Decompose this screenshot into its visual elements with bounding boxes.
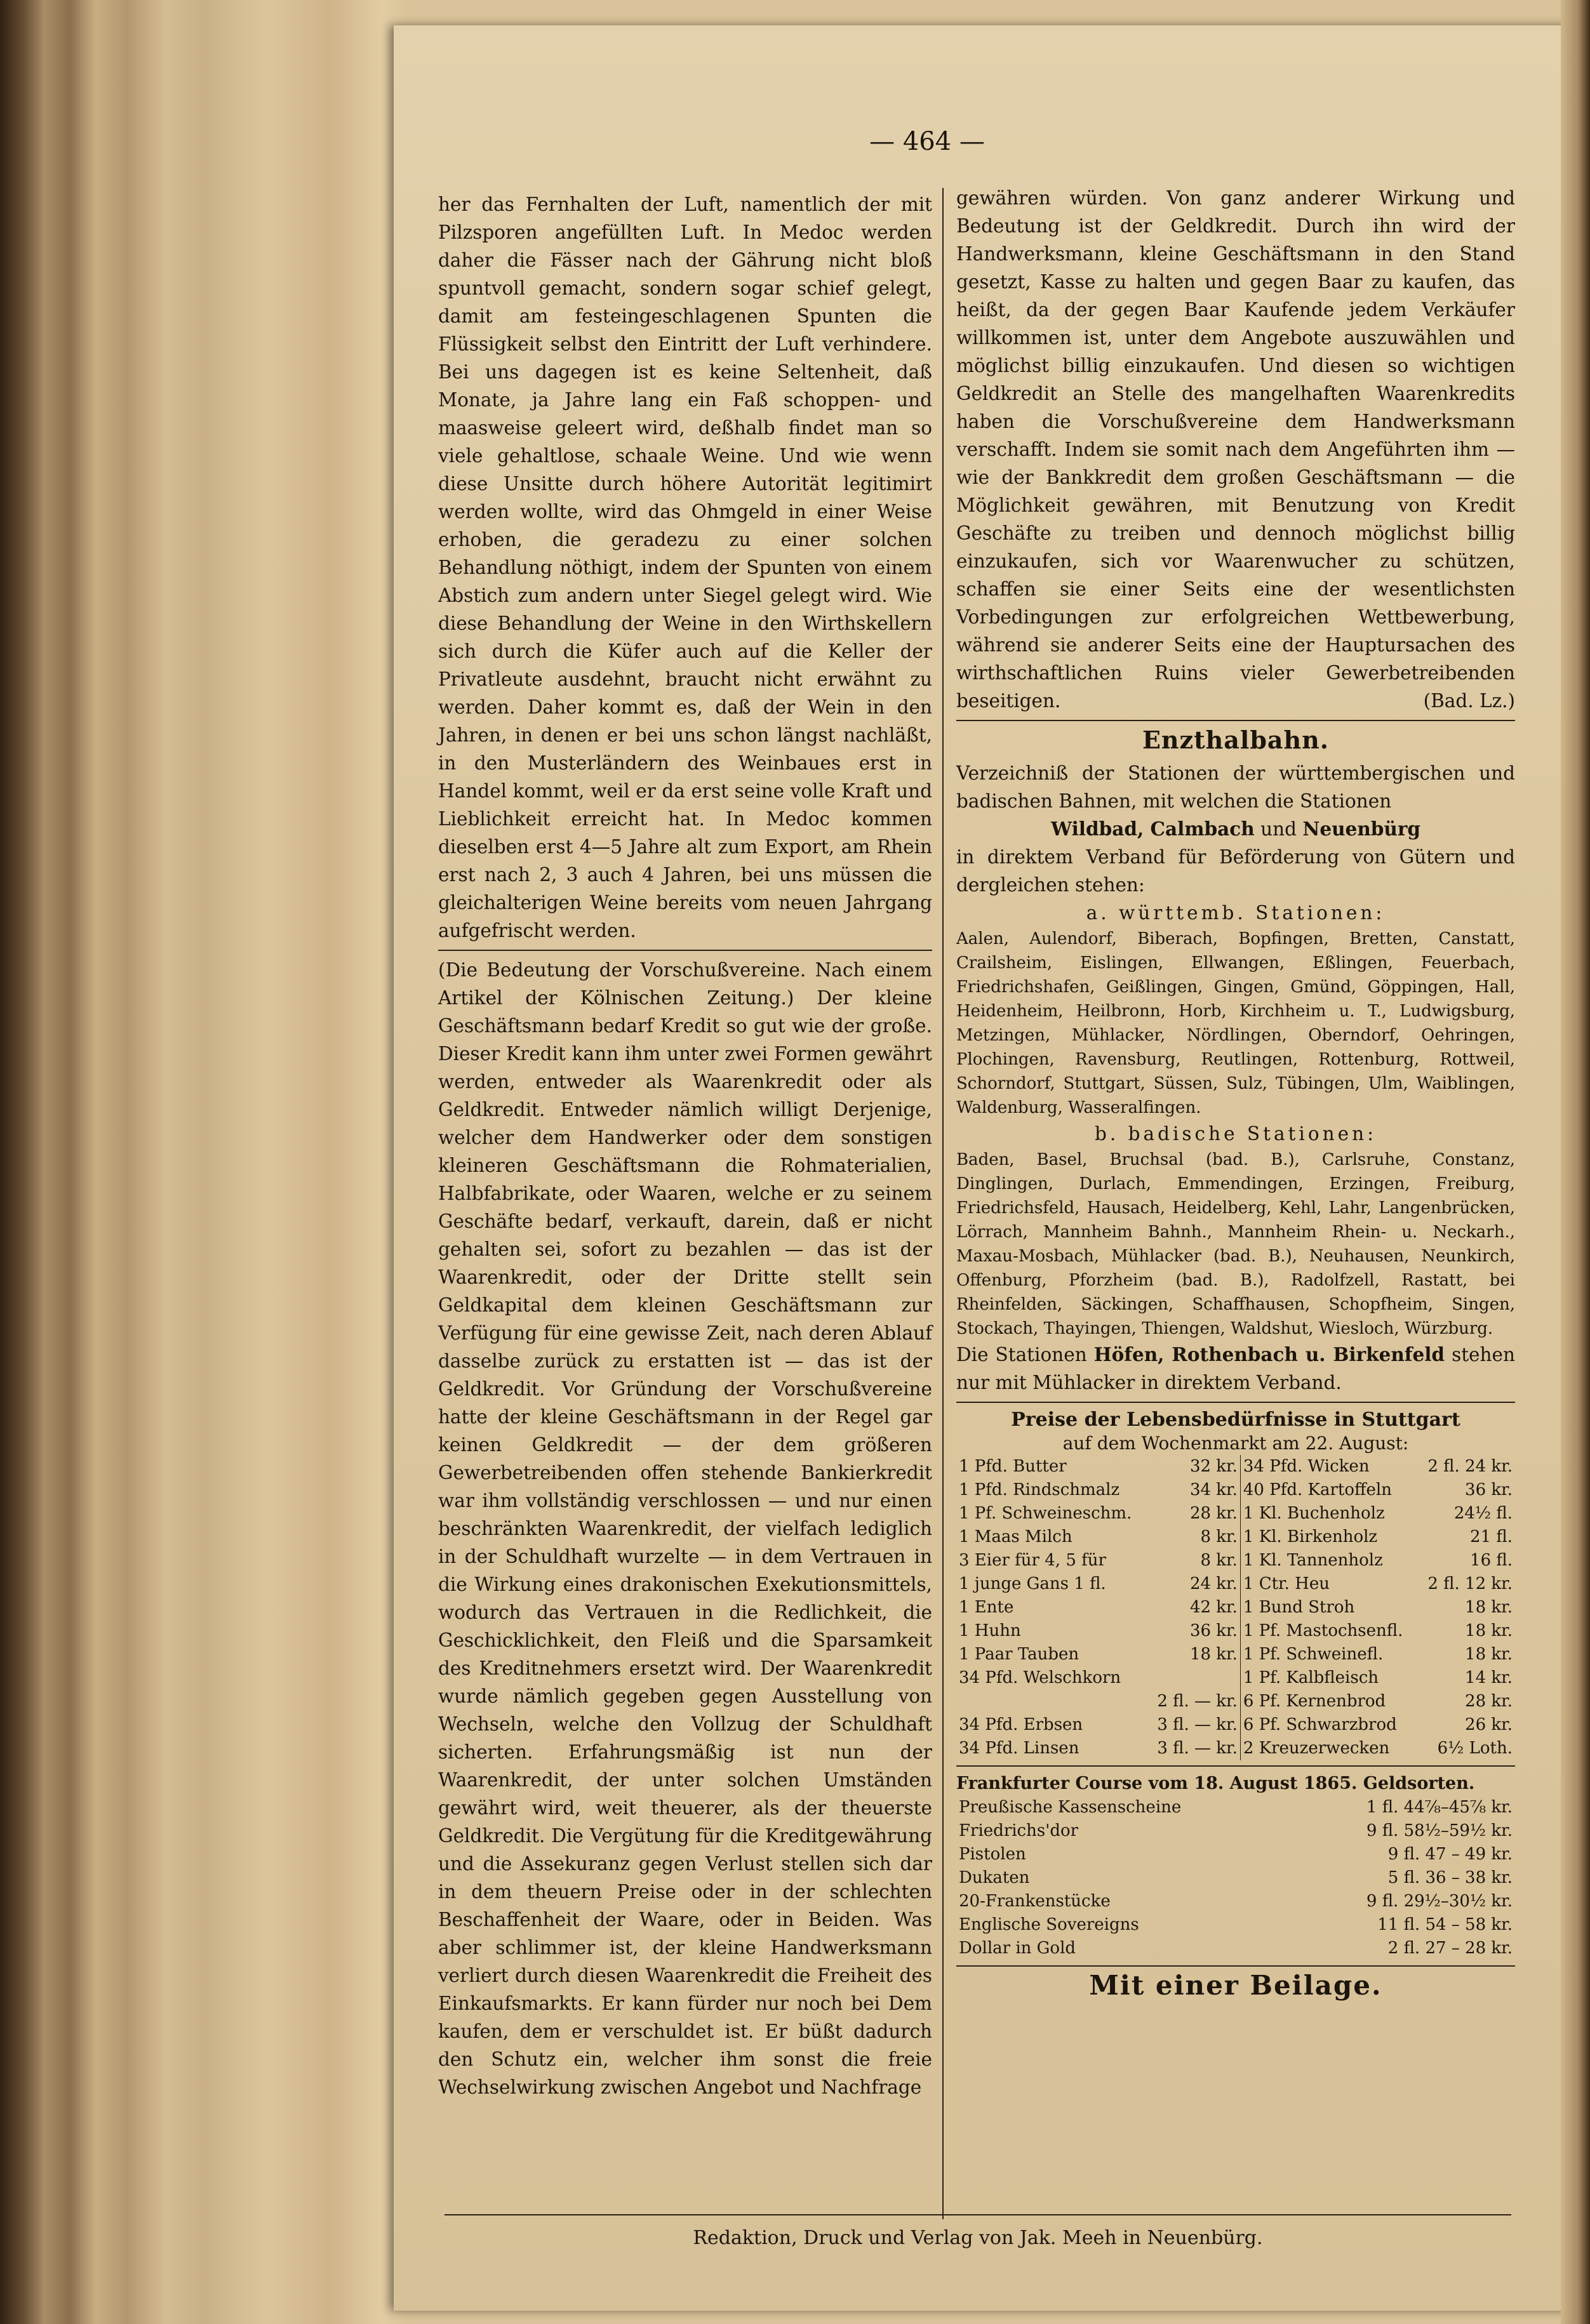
- enz-intro-2: in direktem Verband für Beförderung von Gütern und dergleichen stehen:: [956, 846, 1515, 896]
- price-value: 24½ fl.: [1453, 1504, 1513, 1523]
- baden-heading: b. badische Stationen:: [1094, 1123, 1377, 1145]
- price-row: [956, 1666, 1515, 1690]
- baden-station-list: Baden, Basel, Bruchsal (bad. B.), Carlsruhe, Constanz, Dinglingen, Durlach, Emmendingen, Erzingen, Freiburg, Friedrichsfeld, Hausach, Heidelberg, Kehl, Lahr, Langenbrücken, Lörrach, Mannheim Bahnh., Mannheim Rhein- u. Neckarh., Maxau-Mosbach, Mühlacker (bad. B.), Neuhausen, Neunkirch, Offenburg, Pforzheim (bad. B.), Radolfzell, Rastatt, bei Rheinfelden, Säckingen, Schaffhausen, Schopfheim, Singen, Stockach, Thayingen, Thiengen, Waldshut, Wiesloch, Würzburg.: [956, 1150, 1515, 1338]
- price-value: 3 fl. — kr.: [1157, 1739, 1238, 1758]
- price-value: 3 fl. — kr.: [1157, 1715, 1238, 1734]
- coin-name: Pistolen: [959, 1845, 1026, 1864]
- price-value: 14 kr.: [1465, 1668, 1513, 1687]
- enz-stations: Wildbad, Calmbach und Neuenbürg: [1050, 818, 1421, 840]
- price-item: 1 junge Gans 1 fl.: [959, 1574, 1106, 1593]
- price-value: 32 kr.: [1189, 1457, 1238, 1476]
- enzthalbahn-heading: Enzthalbahn.: [1142, 726, 1330, 754]
- price-item: 1 Ctr. Heu: [1240, 1572, 1418, 1596]
- price-row: [956, 1502, 1515, 1525]
- column-divider: [942, 188, 944, 2219]
- price-value: 36 kr.: [1465, 1480, 1513, 1499]
- price-item: 34 Pfd. Erbsen: [959, 1715, 1083, 1734]
- price-item: 1 Kl. Birkenholz: [1240, 1525, 1418, 1549]
- source-attribution: (Bad. Lz.): [1423, 690, 1515, 712]
- coin-rate: 9 fl. 58½–59½ kr.: [1366, 1821, 1513, 1840]
- price-item: 1 Huhn: [959, 1621, 1021, 1640]
- wuerttemberg-station-list: Aalen, Aulendorf, Biberach, Bopfingen, Bretten, Canstatt, Crailsheim, Eislingen, Ellwangen, Eßlingen, Feuerbach, Friedrichshafen, Geißlingen, Gingen, Gmünd, Göppingen, Hall, Heidenheim, Heilbronn, Horb, Kirchheim u. T., Ludwigsburg, Metzingen, Mühlacker, Nördlingen, Oberndorf, Oehringen, Plochingen, Ravensburg, Reutlingen, Rottenburg, Rottweil, Schorndorf, Stuttgart, Süssen, Sulz, Tübingen, Ulm, Waiblingen, Waldenburg, Wasseralfingen.: [956, 929, 1515, 1117]
- price-item: 6 Pf. Schwarzbrod: [1240, 1713, 1418, 1737]
- price-item: 1 Maas Milch: [959, 1527, 1072, 1546]
- price-row: [956, 1737, 1515, 1760]
- vorschussvereine-article-text: (Die Bedeutung der Vorschußvereine. Nach einem Artikel der Kölnischen Zeitung.) Der kleine Geschäftsmann bedarf Kredit so gut wie der große. Dieser Kredit kann ihm unter zwei Formen gewährt werden, entweder als Waarenkredit oder als Geldkredit. Entweder nämlich willigt Derjenige, welcher dem Handwerker oder dem sonstigen kleineren Geschäftsmann die Rohmaterialien, Halbfabrikate, oder Waaren, welche er zu seinem Geschäfte bedarf, verkauft, darein, daß er nicht gehalten sei, sofort zu bezahlen — das ist der Waarenkredit, oder der Dritte stellt sein Geldkapital dem kleinen Geschäftsmann zur Verfügung für eine gewisse Zeit, nach deren Ablauf dasselbe zurück zu erstatten ist — das ist der Geldkredit. Vor Gründung der Vorschußvereine hatte der kleine Geschäftsmann in der Regel gar keinen Geldkredit — der dem größeren Gewerbetreibenden offen stehende Bankierkredit war ihm vollständig verschlossen — und nur einen beschränkten Waarenkredit, der vielfach lediglich in der Schuldhaft wurzelte — in dem Vertrauen in die Wirkung eines drakonischen Exekutionsmittels, wodurch das Vertrauen in die Redlichkeit, die Geschicklichkeit, den Fleiß und die Sparsamkeit des Kreditnehmers ersetzt wird. Der Waarenkredit wurde nämlich gegeben gegen Ausstellung von Wechseln, welche den Vollzug der Schuldhaft sicherten. Erfahrungsmäßig ist nun der Waarenkredit, der unter solchen Umständen gewährt wird, weit theuerer, als der theuerste Geldkredit. Die Vergütung für die Kreditgewährung und die Assekuranz gegen Verlust stellen sich dar in dem theuern Preise oder in der schlechten Beschaffenheit der Waare, oder in Beiden. Was aber schlimmer ist, der kleine Handwerksmann verliert durch diesen Waarenkredit die Freiheit des Einkaufsmarkts. Er kann fürder nur noch bei Dem kaufen, dem er verschuldet ist. Er büßt dadurch den Schutz ein, welcher ihm sonst die freie Wechselwirkung zwischen Angebot und Nachfrage: [438, 959, 932, 2098]
- coin-rate: 1 fl. 44⅞–45⅞ kr.: [1366, 1798, 1513, 1817]
- price-value: 26 kr.: [1465, 1715, 1513, 1734]
- coin-name: 20-Frankenstücke: [959, 1892, 1111, 1911]
- wine-article-text: her das Fernhalten der Luft, namentlich der mit Pilzsporen angefüllten Luft. In Medoc werden daher die Fässer nach der Gährung nicht bloß spuntvoll gemacht, sondern sogar schief gelegt, damit am festeingeschlagenen Spunten die Flüssigkeit selbst den Eintritt der Luft verhindere. Bei uns dagegen ist es keine Seltenheit, daß Monate, ja Jahre lang ein Faß schoppen- und maasweise geleert wird, deßhalb findet man so viele gehaltlose, schaale Weine. Und wie wenn diese Unsitte durch höhere Autorität legitimirt werden wollte, wird das Ohmgeld in einer Weise erhoben, die geradezu zu einer solchen Behandlung nöthigt, indem der Spunten von einem Abstich zum andern unter Siegel gelegt wird. Wie diese Behandlung der Weine in den Wirthskellern sich durch die Küfer auch auf die Keller der Privatleute ausdehnt, braucht nicht erwähnt zu werden. Daher kommt es, daß der Wein in den Jahren, in denen er bei uns schon längst nachläßt, in den Musterländern des Weinbaues erst in Handel kommt, weil er da erst seine volle Kraft und Lieblichkeit erreicht hat. In Medoc kommen dieselben erst 4—5 Jahre alt zum Export, am Rhein erst nach 2, 3 auch 4 Jahren, bei uns müssen die gleichalterigen Weine bereits vom neuen Jahrgang aufgefrischt werden.: [438, 194, 932, 941]
- price-item: 1 Kl. Tannenholz: [1240, 1549, 1418, 1572]
- supplement-notice: Mit einer Beilage.: [1089, 1970, 1382, 2001]
- section-divider: [438, 950, 932, 951]
- course-row: [956, 1937, 1515, 1960]
- coin-rate: 11 fl. 54 – 58 kr.: [1377, 1915, 1513, 1934]
- course-row: [956, 1819, 1515, 1843]
- coin-rate: 9 fl. 29½–30½ kr.: [1366, 1892, 1513, 1911]
- price-row: [956, 1713, 1515, 1737]
- price-item: 34 Pfd. Wicken: [1240, 1455, 1418, 1478]
- price-value: 18 kr.: [1189, 1645, 1238, 1664]
- price-row: [956, 1455, 1515, 1478]
- course-table: [956, 1796, 1515, 1960]
- coin-name: Preußische Kassenscheine: [959, 1798, 1182, 1817]
- price-row: [956, 1690, 1515, 1713]
- page-number: — 464 —: [869, 127, 985, 156]
- price-value: 18 kr.: [1465, 1621, 1513, 1640]
- price-item: 1 Pf. Schweineschm.: [959, 1504, 1132, 1523]
- price-item: 1 Ente: [959, 1598, 1014, 1617]
- section-divider: [956, 1965, 1515, 1967]
- price-value: 18 kr.: [1465, 1598, 1513, 1617]
- price-value: 34 kr.: [1189, 1480, 1238, 1499]
- price-item: 1 Pf. Mastochsenfl.: [1240, 1619, 1418, 1643]
- price-item: 1 Pf. Kalbfleisch: [1240, 1666, 1418, 1690]
- wuerttemberg-heading: a. württemb. Stationen:: [1086, 902, 1386, 924]
- coin-rate: 2 fl. 27 – 28 kr.: [1387, 1939, 1513, 1958]
- price-item: 1 Paar Tauben: [959, 1645, 1079, 1664]
- price-item: [956, 1690, 1148, 1713]
- price-row: [956, 1643, 1515, 1666]
- course-row: [956, 1843, 1515, 1866]
- vorschussvereine-continuation: gewähren würden. Von ganz anderer Wirkung und Bedeutung ist der Geldkredit. Durch ihn wird der Handwerksmann, kleine Geschäftsmann in den Stand gesetzt, Kasse zu halten und gegen Baar zu kaufen, das heißt, da der gegen Baar Kaufende jedem Verkäufer willkommen ist, unter dem Angebote auszuwählen und möglichst billig einzukaufen. Und diesen so wichtigen Geldkredit an Stelle des mangelhaften Waarenkredits haben die Vorschußvereine dem Handwerksmann verschafft. Indem sie somit nach dem Angeführten ihm — wie der Bankkredit dem großen Geschäftsmann — die Möglichkeit gewähren, mit Benutzung von Kredit Geschäfte zu treiben und dennoch möglichst billig einzukaufen, sich vor Waarenwucher zu schützen, schaffen sie einer Seits eine der wesentlichsten Vorbedingungen zur erfolgreichen Wettbewerbung, während sie anderer Seits eine der Hauptursachen des wirthschaftlichen Ruins vieler Gewerbetreibenden beseitigen. (Bad. Lz.): [956, 184, 1515, 715]
- price-value: 2 fl. 12 kr.: [1427, 1574, 1513, 1593]
- prices-table: [956, 1455, 1515, 1760]
- price-value: 8 kr.: [1200, 1527, 1238, 1546]
- coin-rate: 5 fl. 36 – 38 kr.: [1387, 1868, 1513, 1887]
- price-value: 36 kr.: [1189, 1621, 1238, 1640]
- price-value: 6½ Loth.: [1437, 1739, 1513, 1758]
- price-item: 1 Pf. Schweinefl.: [1240, 1643, 1418, 1666]
- left-column: [438, 190, 932, 2260]
- price-item: 2 Kreuzerwecken: [1240, 1737, 1418, 1760]
- price-value: 21 fl.: [1470, 1527, 1513, 1546]
- price-value: 42 kr.: [1189, 1598, 1238, 1617]
- course-row: [956, 1890, 1515, 1913]
- price-value: 2 fl. 24 kr.: [1427, 1457, 1513, 1476]
- section-divider: [956, 720, 1515, 721]
- price-item: 1 Pfd. Rindschmalz: [959, 1480, 1120, 1499]
- section-divider: [956, 1765, 1515, 1767]
- course-title: Frankfurter Course vom 18. August 1865. Geldsorten.: [956, 1774, 1475, 1793]
- prices-title: Preise der Lebensbedürfnisse in Stuttgart: [1011, 1409, 1460, 1431]
- binding-edge: [1561, 0, 1590, 2324]
- price-item: 34 Pfd. Linsen: [959, 1739, 1079, 1758]
- coin-name: Dukaten: [959, 1868, 1030, 1887]
- price-row: [956, 1478, 1515, 1502]
- price-value: 18 kr.: [1465, 1645, 1513, 1664]
- price-value: 2 fl. — kr.: [1157, 1692, 1238, 1711]
- price-item: 40 Pfd. Kartoffeln: [1240, 1478, 1418, 1502]
- price-item: 34 Pfd. Welschkorn: [959, 1668, 1121, 1687]
- course-row: [956, 1796, 1515, 1819]
- price-value: [1148, 1666, 1240, 1690]
- closing-note: Die Stationen Höfen, Rothenbach u. Birkenfeld stehen nur mit Mühlacker in direktem Verband.: [956, 1343, 1515, 1393]
- price-value: 24 kr.: [1189, 1574, 1238, 1593]
- enz-intro: Verzeichniß der Stationen der württembergischen und badischen Bahnen, mit welchen die Stationen: [956, 762, 1515, 812]
- price-value: 28 kr.: [1189, 1504, 1238, 1523]
- section-divider: [956, 1402, 1515, 1403]
- price-row: [956, 1619, 1515, 1643]
- coin-rate: 9 fl. 47 – 49 kr.: [1387, 1845, 1513, 1864]
- course-row: [956, 1913, 1515, 1937]
- coin-name: Friedrichs'dor: [959, 1821, 1079, 1840]
- right-column: [956, 184, 1515, 2203]
- price-item: 6 Pf. Kernenbrod: [1240, 1690, 1418, 1713]
- price-value: 28 kr.: [1465, 1692, 1513, 1711]
- price-row: [956, 1572, 1515, 1596]
- prices-subtitle: auf dem Wochenmarkt am 22. August:: [1062, 1433, 1409, 1454]
- price-value: 16 fl.: [1470, 1551, 1513, 1570]
- course-row: [956, 1866, 1515, 1890]
- price-item: 1 Kl. Buchenholz: [1240, 1502, 1418, 1525]
- price-row: [956, 1525, 1515, 1549]
- coin-name: Englische Sovereigns: [959, 1915, 1139, 1934]
- price-item: 1 Pfd. Butter: [959, 1457, 1067, 1476]
- price-row: [956, 1549, 1515, 1572]
- price-item: 3 Eier für 4, 5 für: [959, 1551, 1106, 1570]
- coin-name: Dollar in Gold: [959, 1939, 1076, 1958]
- imprint-footer: Redaktion, Druck und Verlag von Jak. Meeh in Neuenbürg.: [444, 2214, 1511, 2249]
- price-row: [956, 1596, 1515, 1619]
- price-value: 8 kr.: [1200, 1551, 1238, 1570]
- price-item: 1 Bund Stroh: [1240, 1596, 1418, 1619]
